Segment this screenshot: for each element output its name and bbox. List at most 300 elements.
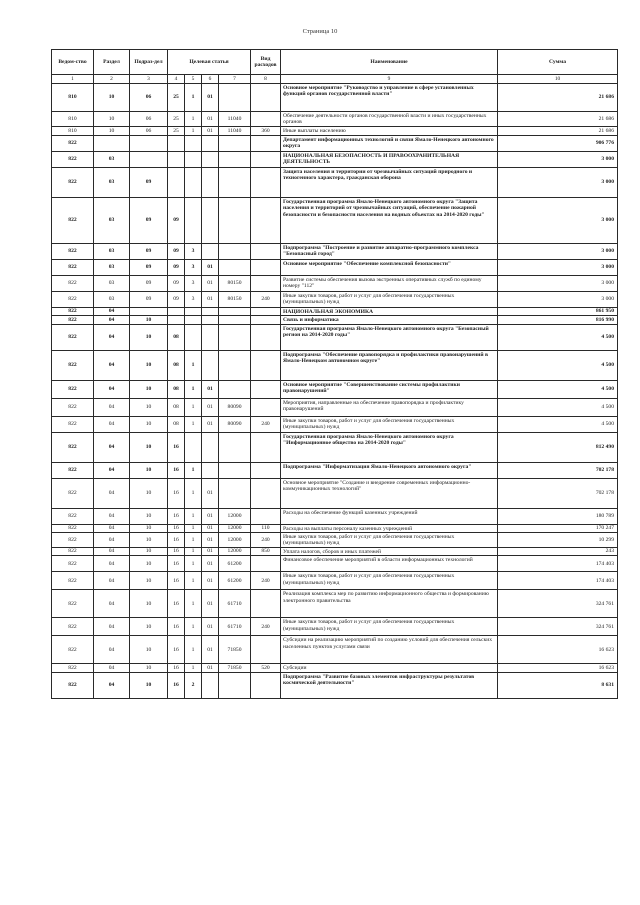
cell-razdel: 04 (94, 316, 130, 324)
header-podrazdel: Подраз-дел (130, 50, 168, 75)
cell-direction: 61710 (219, 590, 251, 618)
cell-event: 01 (202, 572, 219, 590)
cell-naimenovanie: Расходы на обеспечение функций казенных учреждений (281, 508, 498, 524)
cell-program: 16 (168, 556, 185, 572)
cell-subprogram: 1 (185, 508, 202, 524)
cell-podrazdel (130, 151, 168, 167)
cell-subprogram: 1 (185, 636, 202, 664)
table-row (52, 636, 618, 664)
cell-vedomstvo: 822 (52, 324, 94, 350)
cell-event: 01 (202, 618, 219, 636)
cell-vedomstvo: 822 (52, 664, 94, 672)
cell-event (202, 324, 219, 350)
cell-razdel: 10 (94, 84, 130, 112)
cell-summa: 3 000 (498, 167, 618, 197)
cell-podrazdel: 10 (130, 508, 168, 524)
cell-razdel: 04 (94, 307, 130, 315)
table-row (52, 572, 618, 590)
table-row (52, 243, 618, 259)
cell-summa: 702 178 (498, 462, 618, 478)
cell-event (202, 316, 219, 324)
column-index: 8 (251, 75, 281, 84)
cell-subprogram: 3 (185, 243, 202, 259)
cell-program: 16 (168, 618, 185, 636)
cell-direction (219, 478, 251, 508)
cell-vedomstvo: 810 (52, 84, 94, 112)
budget-table-body (52, 84, 618, 699)
cell-summa: 3 000 (498, 243, 618, 259)
cell-podrazdel: 10 (130, 462, 168, 478)
cell-naimenovanie: Основное мероприятие "Совершенствование системы профилактики правонарушений" (281, 380, 498, 398)
cell-subprogram: 1 (185, 398, 202, 416)
cell-event: 01 (202, 524, 219, 532)
cell-vedomstvo: 822 (52, 556, 94, 572)
cell-vid-raskhodov (251, 380, 281, 398)
cell-summa: 174 403 (498, 556, 618, 572)
cell-vedomstvo: 822 (52, 636, 94, 664)
cell-naimenovanie: Основное мероприятие "Руководство и управление в сфере установленных функций органов государственной власти" (281, 84, 498, 112)
cell-vedomstvo: 822 (52, 432, 94, 462)
cell-podrazdel: 10 (130, 324, 168, 350)
cell-podrazdel: 10 (130, 547, 168, 555)
cell-vedomstvo: 822 (52, 259, 94, 275)
column-index: 1 (52, 75, 94, 84)
cell-naimenovanie: Обеспечение деятельности органов государственной власти и иных государственных органов (281, 112, 498, 127)
cell-program: 08 (168, 380, 185, 398)
cell-summa: 4 500 (498, 380, 618, 398)
cell-subprogram: 1 (185, 556, 202, 572)
cell-podrazdel: 10 (130, 556, 168, 572)
cell-direction (219, 167, 251, 197)
cell-podrazdel: 06 (130, 112, 168, 127)
header-razdel: Раздел (94, 50, 130, 75)
cell-direction (219, 316, 251, 324)
cell-razdel: 04 (94, 324, 130, 350)
cell-summa: 3 000 (498, 291, 618, 307)
table-row (52, 167, 618, 197)
cell-vid-raskhodov (251, 508, 281, 524)
cell-subprogram: 1 (185, 84, 202, 112)
cell-event: 01 (202, 547, 219, 555)
cell-summa: 702 178 (498, 478, 618, 508)
cell-subprogram: 1 (185, 524, 202, 532)
cell-program: 16 (168, 664, 185, 672)
cell-subprogram (185, 307, 202, 315)
cell-vedomstvo: 822 (52, 398, 94, 416)
cell-naimenovanie: Реализация комплекса мер по развитию информационного общества и формированию электронного правительства (281, 590, 498, 618)
cell-direction: 12000 (219, 508, 251, 524)
cell-vid-raskhodov (251, 462, 281, 478)
cell-direction (219, 135, 251, 151)
cell-subprogram: 1 (185, 618, 202, 636)
cell-vid-raskhodov (251, 478, 281, 508)
cell-razdel: 04 (94, 398, 130, 416)
cell-vedomstvo: 822 (52, 547, 94, 555)
cell-summa: 3 000 (498, 259, 618, 275)
cell-vid-raskhodov (251, 84, 281, 112)
cell-vid-raskhodov (251, 398, 281, 416)
table-row (52, 618, 618, 636)
cell-naimenovanie: Иные закупки товаров, работ и услуг для обеспечения государственных (муниципальных) нужд (281, 533, 498, 548)
table-row (52, 275, 618, 291)
cell-vid-raskhodov (251, 324, 281, 350)
cell-naimenovanie: Иные закупки товаров, работ и услуг для обеспечения государственных (муниципальных) нужд (281, 416, 498, 432)
column-index: 4 (168, 75, 185, 84)
cell-podrazdel: 10 (130, 672, 168, 698)
cell-event: 01 (202, 636, 219, 664)
cell-podrazdel: 09 (130, 259, 168, 275)
cell-vedomstvo: 810 (52, 126, 94, 135)
cell-direction: 80090 (219, 398, 251, 416)
cell-vedomstvo: 822 (52, 307, 94, 315)
cell-event: 01 (202, 291, 219, 307)
header-tselevaya-statya: Целевая статья (168, 50, 251, 75)
table-row (52, 590, 618, 618)
table-row (52, 478, 618, 508)
table-row (52, 556, 618, 572)
cell-podrazdel: 09 (130, 275, 168, 291)
cell-vedomstvo: 822 (52, 151, 94, 167)
cell-direction: 61710 (219, 618, 251, 636)
cell-subprogram (185, 135, 202, 151)
cell-razdel: 03 (94, 197, 130, 243)
cell-event (202, 350, 219, 380)
table-row (52, 432, 618, 462)
cell-razdel: 03 (94, 243, 130, 259)
cell-razdel: 10 (94, 112, 130, 127)
cell-vid-raskhodov (251, 316, 281, 324)
cell-event: 01 (202, 478, 219, 508)
column-index: 3 (130, 75, 168, 84)
header-vedomstvo: Ведом-ство (52, 50, 94, 75)
cell-summa: 4 500 (498, 350, 618, 380)
header-summa: Сумма (498, 50, 618, 75)
cell-vedomstvo: 822 (52, 350, 94, 380)
cell-event: 01 (202, 259, 219, 275)
cell-summa: 906 776 (498, 135, 618, 151)
cell-razdel: 04 (94, 590, 130, 618)
cell-naimenovanie: Иные закупки товаров, работ и услуг для обеспечения государственных (муниципальных) нужд (281, 618, 498, 636)
cell-direction (219, 307, 251, 315)
cell-naimenovanie: Подпрограмма "Построение и развитие аппаратно-программного комплекса "Безопасный город" (281, 243, 498, 259)
cell-razdel: 04 (94, 524, 130, 532)
cell-vid-raskhodov: 240 (251, 618, 281, 636)
cell-razdel: 03 (94, 151, 130, 167)
cell-direction (219, 462, 251, 478)
cell-direction: 11040 (219, 126, 251, 135)
cell-summa: 816 990 (498, 316, 618, 324)
cell-program (168, 316, 185, 324)
cell-direction: 80150 (219, 291, 251, 307)
cell-program: 16 (168, 636, 185, 664)
cell-vid-raskhodov (251, 672, 281, 698)
page-number: Страница 10 (302, 28, 338, 35)
cell-razdel: 04 (94, 462, 130, 478)
cell-event (202, 151, 219, 167)
cell-vedomstvo: 822 (52, 167, 94, 197)
cell-vid-raskhodov (251, 112, 281, 127)
cell-vedomstvo: 822 (52, 590, 94, 618)
cell-event: 01 (202, 556, 219, 572)
cell-naimenovanie: Подпрограмма "Информатизация Ямало-Ненецкого автономного округа" (281, 462, 498, 478)
cell-vid-raskhodov (251, 275, 281, 291)
cell-podrazdel: 09 (130, 291, 168, 307)
cell-event: 01 (202, 126, 219, 135)
cell-direction (219, 350, 251, 380)
cell-razdel: 04 (94, 672, 130, 698)
cell-subprogram (185, 316, 202, 324)
cell-naimenovanie: Иные закупки товаров, работ и услуг для обеспечения государственных (муниципальных) нужд (281, 572, 498, 590)
cell-summa: 10 299 (498, 533, 618, 548)
cell-subprogram: 1 (185, 462, 202, 478)
cell-program: 09 (168, 259, 185, 275)
cell-razdel: 03 (94, 291, 130, 307)
cell-subprogram (185, 197, 202, 243)
cell-direction (219, 672, 251, 698)
cell-program: 09 (168, 243, 185, 259)
cell-vid-raskhodov (251, 151, 281, 167)
cell-podrazdel: 06 (130, 84, 168, 112)
cell-event (202, 167, 219, 197)
cell-event: 01 (202, 84, 219, 112)
cell-summa: 812 490 (498, 432, 618, 462)
cell-program: 16 (168, 432, 185, 462)
cell-naimenovanie: Уплата налогов, сборов и иных платежей (281, 547, 498, 555)
cell-naimenovanie: НАЦИОНАЛЬНАЯ БЕЗОПАСНОСТЬ И ПРАВООХРАНИТЕЛЬНАЯ ДЕЯТЕЛЬНОСТЬ (281, 151, 498, 167)
cell-direction: 80150 (219, 275, 251, 291)
cell-direction: 61200 (219, 572, 251, 590)
cell-subprogram: 1 (185, 126, 202, 135)
cell-vedomstvo: 822 (52, 243, 94, 259)
cell-subprogram (185, 151, 202, 167)
cell-podrazdel: 10 (130, 664, 168, 672)
cell-vedomstvo: 822 (52, 275, 94, 291)
cell-subprogram: 1 (185, 572, 202, 590)
cell-razdel: 04 (94, 380, 130, 398)
cell-vid-raskhodov (251, 350, 281, 380)
cell-razdel: 04 (94, 636, 130, 664)
cell-naimenovanie: Мероприятия, направленные на обеспечение правопорядка и профилактику правонарушений (281, 398, 498, 416)
cell-podrazdel: 10 (130, 590, 168, 618)
table-row (52, 664, 618, 672)
cell-vedomstvo: 822 (52, 380, 94, 398)
cell-program: 16 (168, 590, 185, 618)
cell-direction (219, 151, 251, 167)
cell-subprogram: 1 (185, 380, 202, 398)
cell-direction: 80090 (219, 416, 251, 432)
cell-program: 16 (168, 508, 185, 524)
cell-naimenovanie: Государственная программа Ямало-Ненецкого автономного округа "Информационное общество на 2014-2020 годы" (281, 432, 498, 462)
table-row (52, 524, 618, 532)
cell-program: 08 (168, 350, 185, 380)
table-row (52, 112, 618, 127)
table-row (52, 307, 618, 315)
cell-vedomstvo: 822 (52, 197, 94, 243)
cell-podrazdel: 10 (130, 316, 168, 324)
table-row (52, 291, 618, 307)
cell-summa: 324 761 (498, 590, 618, 618)
cell-direction: 12000 (219, 524, 251, 532)
cell-summa: 243 (498, 547, 618, 555)
cell-razdel: 04 (94, 547, 130, 555)
cell-program: 08 (168, 398, 185, 416)
cell-vid-raskhodov: 240 (251, 416, 281, 432)
cell-podrazdel: 09 (130, 243, 168, 259)
cell-summa: 3 000 (498, 151, 618, 167)
cell-vedomstvo: 822 (52, 478, 94, 508)
cell-subprogram: 1 (185, 478, 202, 508)
cell-vid-raskhodov: 240 (251, 291, 281, 307)
cell-naimenovanie: Департамент информационных технологий и связи Ямало-Ненецкого автономного округа (281, 135, 498, 151)
cell-summa: 180 789 (498, 508, 618, 524)
cell-subprogram (185, 432, 202, 462)
cell-vedomstvo: 822 (52, 508, 94, 524)
cell-summa: 3 000 (498, 275, 618, 291)
cell-direction (219, 432, 251, 462)
cell-podrazdel: 10 (130, 524, 168, 532)
cell-vid-raskhodov (251, 590, 281, 618)
cell-vedomstvo: 822 (52, 533, 94, 548)
cell-naimenovanie: Связь и информатика (281, 316, 498, 324)
cell-podrazdel: 06 (130, 126, 168, 135)
cell-direction (219, 197, 251, 243)
cell-subprogram (185, 324, 202, 350)
cell-razdel: 04 (94, 618, 130, 636)
cell-vid-raskhodov (251, 556, 281, 572)
cell-naimenovanie: Основное мероприятие "Создание и внедрение современных информационно-коммуникационных технологий" (281, 478, 498, 508)
cell-vid-raskhodov: 240 (251, 572, 281, 590)
cell-event: 01 (202, 112, 219, 127)
cell-event: 01 (202, 416, 219, 432)
cell-vedomstvo: 822 (52, 618, 94, 636)
column-index: 6 (202, 75, 219, 84)
cell-vedomstvo: 822 (52, 416, 94, 432)
cell-summa: 16 623 (498, 636, 618, 664)
cell-event (202, 243, 219, 259)
cell-subprogram: 3 (185, 291, 202, 307)
cell-event (202, 462, 219, 478)
cell-summa: 21 686 (498, 112, 618, 127)
cell-vedomstvo: 822 (52, 316, 94, 324)
cell-naimenovanie: Развитие системы обеспечения вызова экстренных оперативных служб по единому номеру "112" (281, 275, 498, 291)
cell-subprogram: 1 (185, 664, 202, 672)
cell-event: 01 (202, 590, 219, 618)
cell-podrazdel: 10 (130, 478, 168, 508)
table-row (52, 508, 618, 524)
cell-program: 16 (168, 478, 185, 508)
cell-vedomstvo: 822 (52, 462, 94, 478)
cell-naimenovanie: Государственная программа Ямало-Ненецкого автономного округа "Безопасный регион на 2014-2020 годы" (281, 324, 498, 350)
cell-naimenovanie: Финансовое обеспечение мероприятий в области информационных технологий (281, 556, 498, 572)
cell-razdel: 04 (94, 478, 130, 508)
cell-razdel: 03 (94, 167, 130, 197)
cell-subprogram: 1 (185, 590, 202, 618)
cell-summa: 3 000 (498, 197, 618, 243)
table-row (52, 672, 618, 698)
cell-direction: 11040 (219, 112, 251, 127)
table-row (52, 398, 618, 416)
cell-program: 09 (168, 197, 185, 243)
cell-subprogram (185, 167, 202, 197)
cell-razdel: 03 (94, 275, 130, 291)
cell-subprogram: 3 (185, 259, 202, 275)
cell-program: 08 (168, 324, 185, 350)
cell-summa: 16 623 (498, 664, 618, 672)
cell-vid-raskhodov: 360 (251, 126, 281, 135)
cell-razdel: 10 (94, 126, 130, 135)
cell-podrazdel: 10 (130, 416, 168, 432)
cell-event: 01 (202, 533, 219, 548)
cell-event (202, 307, 219, 315)
cell-podrazdel: 10 (130, 533, 168, 548)
cell-naimenovanie: Субсидии на реализацию мероприятий по созданию условий для обеспечения сельских населенных пунктов услугами связи (281, 636, 498, 664)
cell-naimenovanie: Иные выплаты населению (281, 126, 498, 135)
cell-vedomstvo: 822 (52, 291, 94, 307)
cell-program: 16 (168, 524, 185, 532)
cell-vid-raskhodov (251, 636, 281, 664)
header-naimenovanie: Наименование (281, 50, 498, 75)
cell-summa: 324 761 (498, 618, 618, 636)
cell-razdel: 04 (94, 664, 130, 672)
cell-direction: 61200 (219, 556, 251, 572)
cell-razdel: 04 (94, 508, 130, 524)
cell-subprogram: 1 (185, 112, 202, 127)
cell-podrazdel: 10 (130, 380, 168, 398)
cell-razdel: 04 (94, 432, 130, 462)
cell-naimenovanie: Иные закупки товаров, работ и услуг для обеспечения государственных (муниципальных) нужд (281, 291, 498, 307)
cell-vid-raskhodov (251, 307, 281, 315)
cell-direction (219, 380, 251, 398)
table-row (52, 350, 618, 380)
cell-program: 16 (168, 572, 185, 590)
cell-podrazdel (130, 135, 168, 151)
cell-summa: 170 247 (498, 524, 618, 532)
table-row (52, 547, 618, 555)
cell-podrazdel: 10 (130, 636, 168, 664)
cell-direction: 71850 (219, 636, 251, 664)
cell-podrazdel: 10 (130, 398, 168, 416)
cell-razdel (94, 135, 130, 151)
cell-program: 16 (168, 462, 185, 478)
cell-program: 16 (168, 533, 185, 548)
cell-direction: 12000 (219, 533, 251, 548)
table-row (52, 533, 618, 548)
cell-vedomstvo: 822 (52, 524, 94, 532)
cell-vid-raskhodov: 520 (251, 664, 281, 672)
cell-subprogram: 3 (185, 275, 202, 291)
cell-razdel: 04 (94, 416, 130, 432)
cell-summa: 4 500 (498, 416, 618, 432)
cell-summa: 21 686 (498, 84, 618, 112)
cell-naimenovanie: Основное мероприятие "Обеспечение комплексной безопасности" (281, 259, 498, 275)
cell-event: 01 (202, 508, 219, 524)
cell-naimenovanie: Субсидии (281, 664, 498, 672)
cell-razdel: 04 (94, 350, 130, 380)
cell-vid-raskhodov: 240 (251, 533, 281, 548)
table-row (52, 135, 618, 151)
table-row (52, 84, 618, 112)
column-index: 5 (185, 75, 202, 84)
cell-program (168, 307, 185, 315)
cell-vid-raskhodov: 110 (251, 524, 281, 532)
cell-program (168, 135, 185, 151)
cell-vid-raskhodov: 850 (251, 547, 281, 555)
cell-program: 25 (168, 84, 185, 112)
table-row (52, 316, 618, 324)
cell-summa: 174 403 (498, 572, 618, 590)
cell-subprogram: 1 (185, 547, 202, 555)
cell-program: 25 (168, 112, 185, 127)
